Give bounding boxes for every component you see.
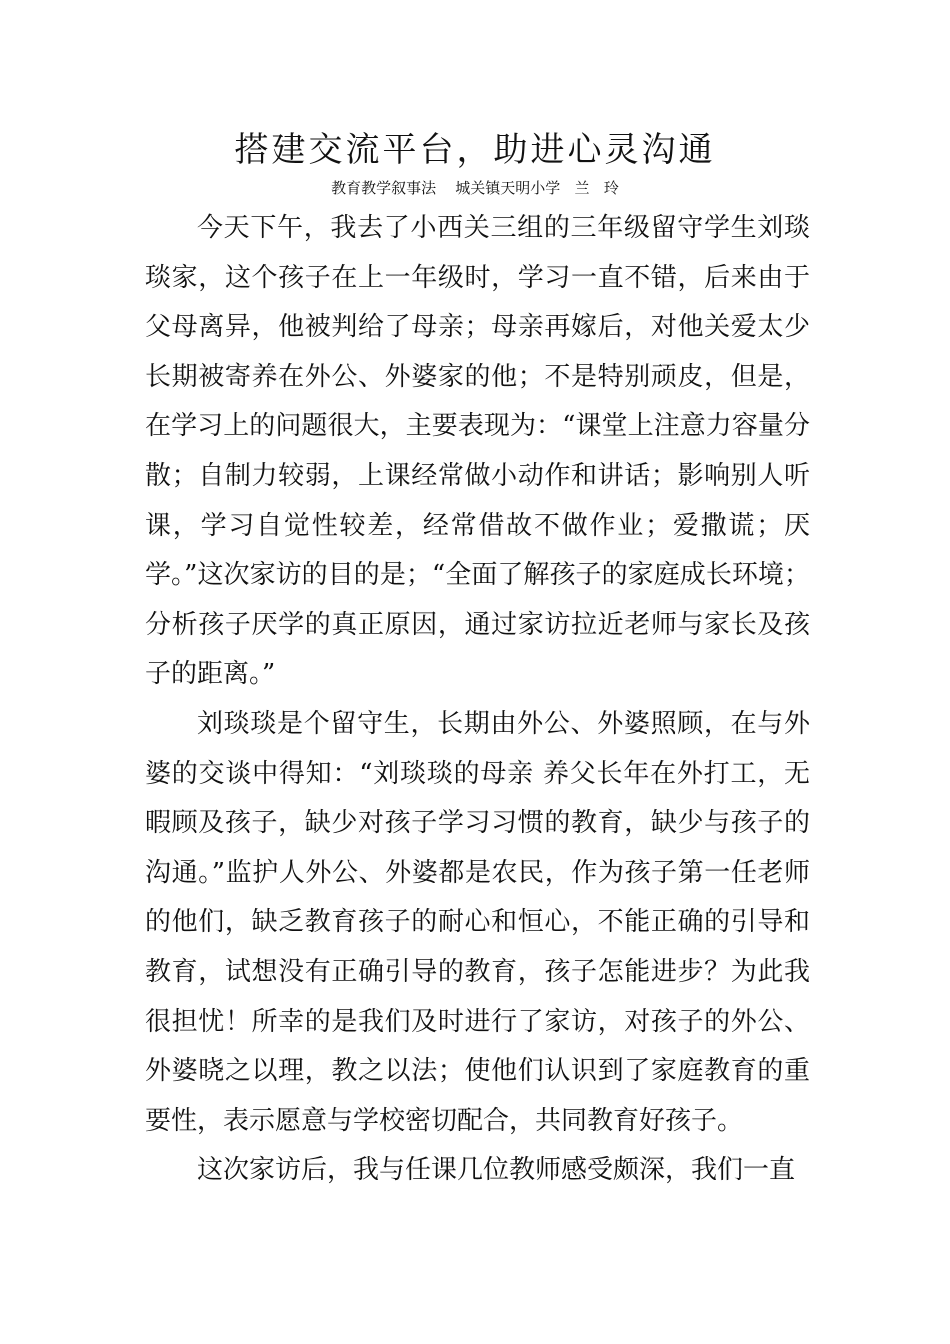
- paragraph-3: 这次家访后，我与任课几位教师感受颇深，我们一直: [197, 1155, 796, 1186]
- document-title: 搭建交流平台，助进心灵沟通: [234, 130, 716, 170]
- document-body: [145, 204, 810, 1196]
- paragraph-2: 刘琰琰是个留守生，长期由外公、外婆照顾，在与外婆的交谈中得知：“刘琰琰的母亲 养父长年在外打工，无暇顾及孩子，缺少对孩子学习习惯的教育，缺少与孩子的沟通。”监护人外公、外婆都是农民，作为孩子第一任老师的他们，缺乏教育孩子的耐心和恒心，不能正确的引导和教育，试想没有正确引导的教育，孩子怎能进步？为此我很担忧！所幸的是我们及时进行了家访，对孩子的外公、外婆晓之以理，教之以法；使他们认识到了家庭教育的重要性，表示愿意与学校密切配合，共同教育好孩子。: [145, 708, 810, 1136]
- document-subtitle: 教育教学叙事法 城关镇天明小学 兰 玲: [331, 179, 619, 197]
- paragraph-1: 今天下午，我去了小西关三组的三年级留守学生刘琰琰家，这个孩子在上一年级时，学习一直不错，后来由于父母离异，他被判给了母亲；母亲再嫁后，对他关爱太少长期被寄养在外公、外婆家的他；不是特别顽皮，但是，在学习上的问题很大，主要表现为：“课堂上注意力容量分散；自制力较弱，上课经常做小动作和讲话；影响别人听课，学习自觉性较差，经常借故不做作业；爱撒谎；厌学。”这次家访的目的是；“全面了解孩子的家庭成长环境；分析孩子厌学的真正原因，通过家访拉近老师与家长及孩子的距离。”: [145, 213, 810, 690]
